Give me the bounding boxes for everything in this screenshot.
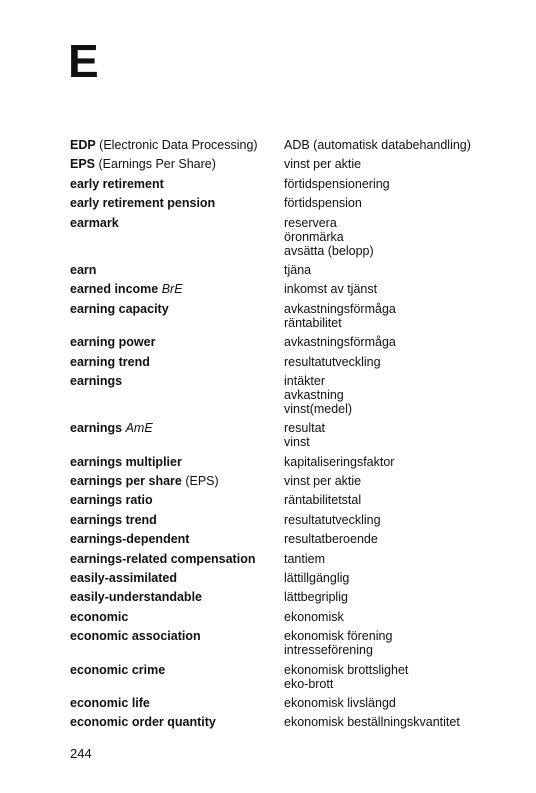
- entry-translation: [284, 493, 361, 507]
- translation-line: kapitaliseringsfaktor: [284, 454, 395, 469]
- translation-line: avkastningsförmåga: [284, 335, 396, 350]
- translation-line: ekonomisk: [284, 609, 344, 624]
- translation-line: förtidspensionering: [284, 176, 390, 191]
- glossary-entry: [0, 282, 536, 301]
- translation-line: eko-brott: [284, 676, 334, 691]
- translation-line: intresseförening: [284, 643, 373, 658]
- entry-translation: [284, 196, 362, 210]
- glossary-entry: [0, 532, 536, 551]
- entry-term: [70, 474, 219, 488]
- entry-translation: [284, 282, 377, 296]
- entry-term: [70, 335, 155, 349]
- translation-line: ekonomisk förening: [284, 629, 393, 644]
- term-segment: economic: [70, 609, 129, 624]
- term-segment: early retirement pension: [70, 196, 216, 211]
- entry-translation: [284, 474, 361, 488]
- glossary-entry: [0, 374, 536, 421]
- term-segment: earnings: [70, 421, 126, 436]
- term-segment: earmark: [70, 215, 119, 230]
- translation-line: ekonomisk beställningskvantitet: [284, 715, 460, 730]
- glossary-entry: [0, 335, 536, 354]
- translation-line: tantiem: [284, 551, 325, 566]
- term-segment: (Earnings Per Share): [95, 157, 216, 172]
- entry-term: [70, 513, 157, 527]
- glossary-entry: [0, 696, 536, 715]
- term-segment: economic order quantity: [70, 715, 216, 730]
- term-segment: (EPS): [181, 474, 219, 489]
- entry-term: [70, 216, 119, 230]
- term-segment: earnings multiplier: [70, 454, 182, 469]
- entry-translation: [284, 302, 396, 330]
- section-letter: E: [68, 35, 99, 87]
- entry-translation: [284, 715, 460, 729]
- term-segment: economic crime: [70, 662, 166, 677]
- translation-line: vinst per aktie: [284, 474, 362, 489]
- translation-line: ekonomisk livslängd: [284, 695, 396, 710]
- entry-term: [70, 263, 96, 277]
- term-segment: economic life: [70, 695, 150, 710]
- entry-term: [70, 715, 216, 729]
- term-segment: earned income: [70, 282, 162, 297]
- glossary-entry: [0, 177, 536, 196]
- translation-line: vinst per aktie: [284, 157, 362, 172]
- glossary-entry: [0, 421, 536, 454]
- entry-translation: [284, 696, 396, 710]
- entry-translation: [284, 590, 348, 604]
- translation-line: resultatutveckling: [284, 512, 381, 527]
- glossary-entry: [0, 610, 536, 629]
- entry-term: [70, 663, 165, 677]
- translation-line: ADB (automatisk databehandling): [284, 138, 471, 152]
- term-segment: easily-assimilated: [70, 571, 178, 586]
- entry-translation: [284, 138, 471, 152]
- glossary-entry: [0, 513, 536, 532]
- translation-line: lättillgänglig: [284, 571, 350, 586]
- translation-line: avkastning: [284, 387, 344, 402]
- page-number: 244: [70, 746, 92, 761]
- translation-line: lättbegriplig: [284, 590, 348, 605]
- glossary-entry: [0, 493, 536, 512]
- glossary-entry: [0, 629, 536, 662]
- entry-term: [70, 493, 153, 507]
- term-segment: earnings-related compensation: [70, 551, 256, 566]
- entry-translation: [284, 157, 361, 171]
- entry-term: [70, 157, 216, 171]
- term-segment: earning trend: [70, 354, 150, 369]
- translation-line: resultatutveckling: [284, 354, 381, 369]
- translation-line: tjäna: [284, 262, 312, 277]
- term-segment: earn: [70, 262, 97, 277]
- glossary-entry: [0, 263, 536, 282]
- entry-translation: [284, 374, 352, 416]
- term-segment: EDP: [70, 138, 96, 152]
- entry-translation: [284, 335, 396, 349]
- glossary-entry: [0, 552, 536, 571]
- glossary-entry: [0, 571, 536, 590]
- term-segment: earnings-dependent: [70, 532, 190, 547]
- term-segment: EPS: [70, 157, 96, 172]
- glossary-entry: [0, 138, 536, 157]
- translation-line: vinst(medel): [284, 401, 353, 416]
- entry-term: [70, 571, 177, 585]
- entry-term: [70, 629, 201, 643]
- term-segment: (Electronic Data Processing): [95, 138, 258, 152]
- translation-line: intäkter: [284, 373, 325, 388]
- glossary-entry: [0, 157, 536, 176]
- glossary-entry: [0, 455, 536, 474]
- term-segment: earnings trend: [70, 512, 157, 527]
- translation-line: inkomst av tjänst: [284, 282, 378, 297]
- entry-term: [70, 610, 128, 624]
- glossary-entry: [0, 196, 536, 215]
- entry-translation: [284, 455, 394, 469]
- glossary-entries: [0, 138, 536, 735]
- term-segment: economic association: [70, 629, 201, 644]
- translation-line: vinst: [284, 435, 310, 450]
- entry-term: [70, 177, 164, 191]
- translation-line: reservera: [284, 215, 337, 230]
- translation-line: räntabilitetstal: [284, 493, 362, 508]
- entry-translation: [284, 552, 325, 566]
- translation-line: räntabilitet: [284, 315, 342, 330]
- glossary-entry: [0, 474, 536, 493]
- entry-translation: [284, 610, 344, 624]
- entry-translation: [284, 571, 349, 585]
- entry-translation: [284, 532, 378, 546]
- entry-translation: [284, 263, 311, 277]
- translation-line: avkastningsförmåga: [284, 301, 396, 316]
- entry-term: [70, 455, 182, 469]
- translation-line: ekonomisk brottslighet: [284, 662, 409, 677]
- glossary-entry: [0, 663, 536, 696]
- translation-line: resultat: [284, 421, 325, 436]
- translation-line: öronmärka: [284, 229, 344, 244]
- entry-term: [70, 421, 153, 435]
- entry-term: [70, 552, 255, 566]
- translation-line: resultatberoende: [284, 532, 378, 547]
- glossary-entry: [0, 216, 536, 263]
- term-segment: easily-understandable: [70, 590, 202, 605]
- entry-translation: [284, 177, 390, 191]
- entry-term: [70, 282, 183, 296]
- term-segment: BrE: [161, 282, 183, 297]
- term-segment: earnings: [70, 373, 123, 388]
- entry-term: [70, 590, 202, 604]
- entry-term: [70, 374, 122, 388]
- term-segment: earning capacity: [70, 301, 169, 316]
- term-segment: earnings ratio: [70, 493, 153, 508]
- entry-term: [70, 196, 215, 210]
- entry-term: [70, 355, 150, 369]
- glossary-entry: [0, 590, 536, 609]
- term-segment: earning power: [70, 335, 156, 350]
- entry-term: [70, 302, 169, 316]
- entry-term: [70, 696, 150, 710]
- glossary-entry: [0, 302, 536, 335]
- entry-translation: [284, 216, 374, 258]
- term-segment: AmE: [125, 421, 153, 436]
- entry-translation: [284, 355, 381, 369]
- translation-line: avsätta (belopp): [284, 243, 374, 258]
- translation-line: förtidspension: [284, 196, 362, 211]
- entry-translation: [284, 421, 325, 449]
- entry-term: [70, 138, 258, 152]
- entry-term: [70, 532, 189, 546]
- term-segment: earnings per share: [70, 474, 182, 489]
- glossary-entry: [0, 355, 536, 374]
- entry-translation: [284, 513, 381, 527]
- term-segment: early retirement: [70, 176, 164, 191]
- entry-translation: [284, 663, 408, 691]
- entry-translation: [284, 629, 392, 657]
- glossary-entry: [0, 715, 536, 734]
